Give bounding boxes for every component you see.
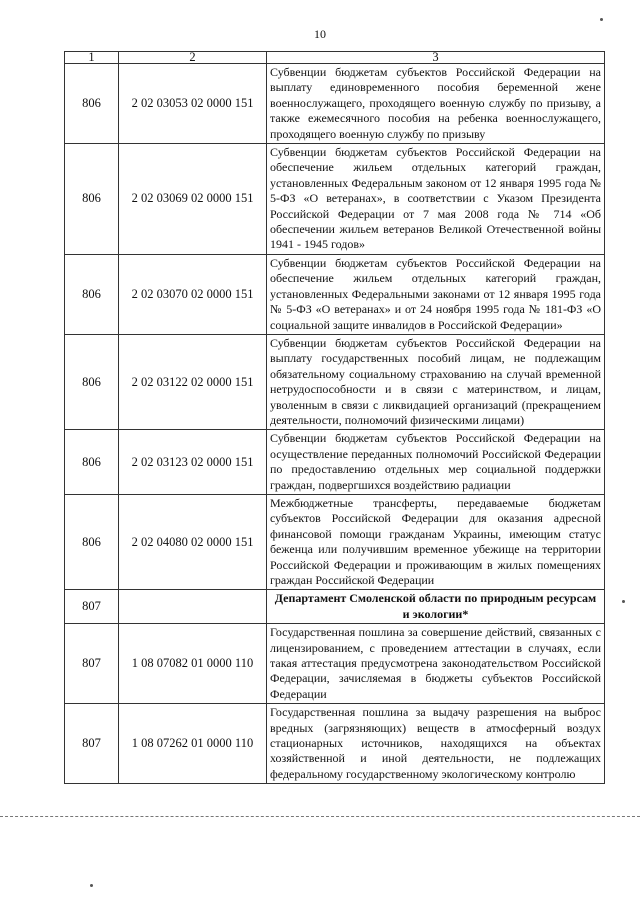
admin-code-cell: 806: [65, 144, 119, 255]
budget-code-cell: 1 08 07082 01 0000 110: [119, 624, 267, 704]
description-cell: Субвенции бюджетам субъектов Российской Федерации на выплату единовременного пособия беременной жене военнослужащего, проходящего военную службу по призыву, а также ежемесячного пособия на ребенка военнослужащего, проходящего военную службу по призыву: [267, 64, 605, 144]
description-cell: Государственная пошлина за выдачу разрешения на выброс вредных (загрязняющих) веществ в атмосферный воздух стационарных источников, находящихся на объектах хозяйственной и иной деятельности, не подлежащих федеральному государственному экологическому контролю: [267, 704, 605, 784]
budget-code-cell: 2 02 03070 02 0000 151: [119, 254, 267, 334]
budget-code-cell: 1 08 07262 01 0000 110: [119, 704, 267, 784]
budget-code-cell: 2 02 03122 02 0000 151: [119, 334, 267, 429]
admin-code-cell: 806: [65, 254, 119, 334]
page-cut-line: [0, 816, 640, 817]
description-cell: Субвенции бюджетам субъектов Российской Федерации на обеспечение жильем отдельных категорий граждан, установленных Федеральным законом от 12 января 1995 года № 5-ФЗ «О ветеранах», в соответствии с Указом Президента Российской Федерации от 7 мая 2008 года № 714 «Об обеспечении жильем ветеранов Великой Отечественной войны 1941 - 1945 годов»: [267, 144, 605, 255]
description-cell: Межбюджетные трансферты, передаваемые бюджетам субъектов Российской Федерации для оказания адресной финансовой помощи гражданам Украины, имеющим статус беженца или получившим временное убежище на территории Российской Федерации и проживающим в жилых помещениях граждан Российской Федерации: [267, 494, 605, 589]
table-row: [65, 64, 605, 144]
table-row: [65, 704, 605, 784]
budget-code-cell: [119, 590, 267, 624]
admin-code-cell: 807: [65, 704, 119, 784]
budget-code-cell: 2 02 04080 02 0000 151: [119, 494, 267, 589]
admin-code-cell: 806: [65, 64, 119, 144]
budget-code-cell: 2 02 03123 02 0000 151: [119, 430, 267, 495]
table-header-row: [65, 52, 605, 64]
scan-speck: [90, 884, 93, 887]
description-cell: Субвенции бюджетам субъектов Российской Федерации на обеспечение жильем отдельных категорий граждан, установленных Федеральными законами от 12 января 1995 года № 5-ФЗ «О ветеранах» и от 24 ноября 1995 года № 181-ФЗ «О социальной защите инвалидов в Российской Федерации»: [267, 254, 605, 334]
budget-classification-table: [64, 51, 605, 784]
scan-speck: [600, 18, 603, 21]
table-row: [65, 334, 605, 429]
table-row: [65, 494, 605, 589]
department-title-cell: Департамент Смоленской области по природным ресурсам и экологии*: [267, 590, 605, 624]
table-row: [65, 254, 605, 334]
admin-code-cell: 806: [65, 334, 119, 429]
description-cell: Субвенции бюджетам субъектов Российской Федерации на осуществление переданных полномочий Российской Федерации по предоставлению отдельных мер социальной поддержки граждан, подвергшихся воздействию радиации: [267, 430, 605, 495]
column-header-1: 1: [65, 52, 119, 64]
scan-speck: [622, 600, 625, 603]
column-header-3: 3: [267, 52, 605, 64]
table-row: [65, 624, 605, 704]
page-number: 10: [314, 27, 326, 41]
budget-code-cell: 2 02 03069 02 0000 151: [119, 144, 267, 255]
admin-code-cell: 806: [65, 430, 119, 495]
description-cell: Государственная пошлина за совершение действий, связанных с лицензированием, с проведением аттестации в случаях, если такая аттестация предусмотрена законодательством Российской Федерации, зачисляемая в бюджеты субъектов Российской Федерации: [267, 624, 605, 704]
description-cell: Субвенции бюджетам субъектов Российской Федерации на выплату государственных пособий лицам, не подлежащим обязательному социальному страхованию на случай временной нетрудоспособности и в связи с материнством, и лицам, уволенным в связи с ликвидацией организаций (прекращением деятельности, полномочий физическими лицами): [267, 334, 605, 429]
table-row: [65, 430, 605, 495]
admin-code-cell: 807: [65, 624, 119, 704]
table-row: [65, 144, 605, 255]
section-header-row: [65, 590, 605, 624]
column-header-2: 2: [119, 52, 267, 64]
admin-code-cell: 807: [65, 590, 119, 624]
admin-code-cell: 806: [65, 494, 119, 589]
budget-code-cell: 2 02 03053 02 0000 151: [119, 64, 267, 144]
